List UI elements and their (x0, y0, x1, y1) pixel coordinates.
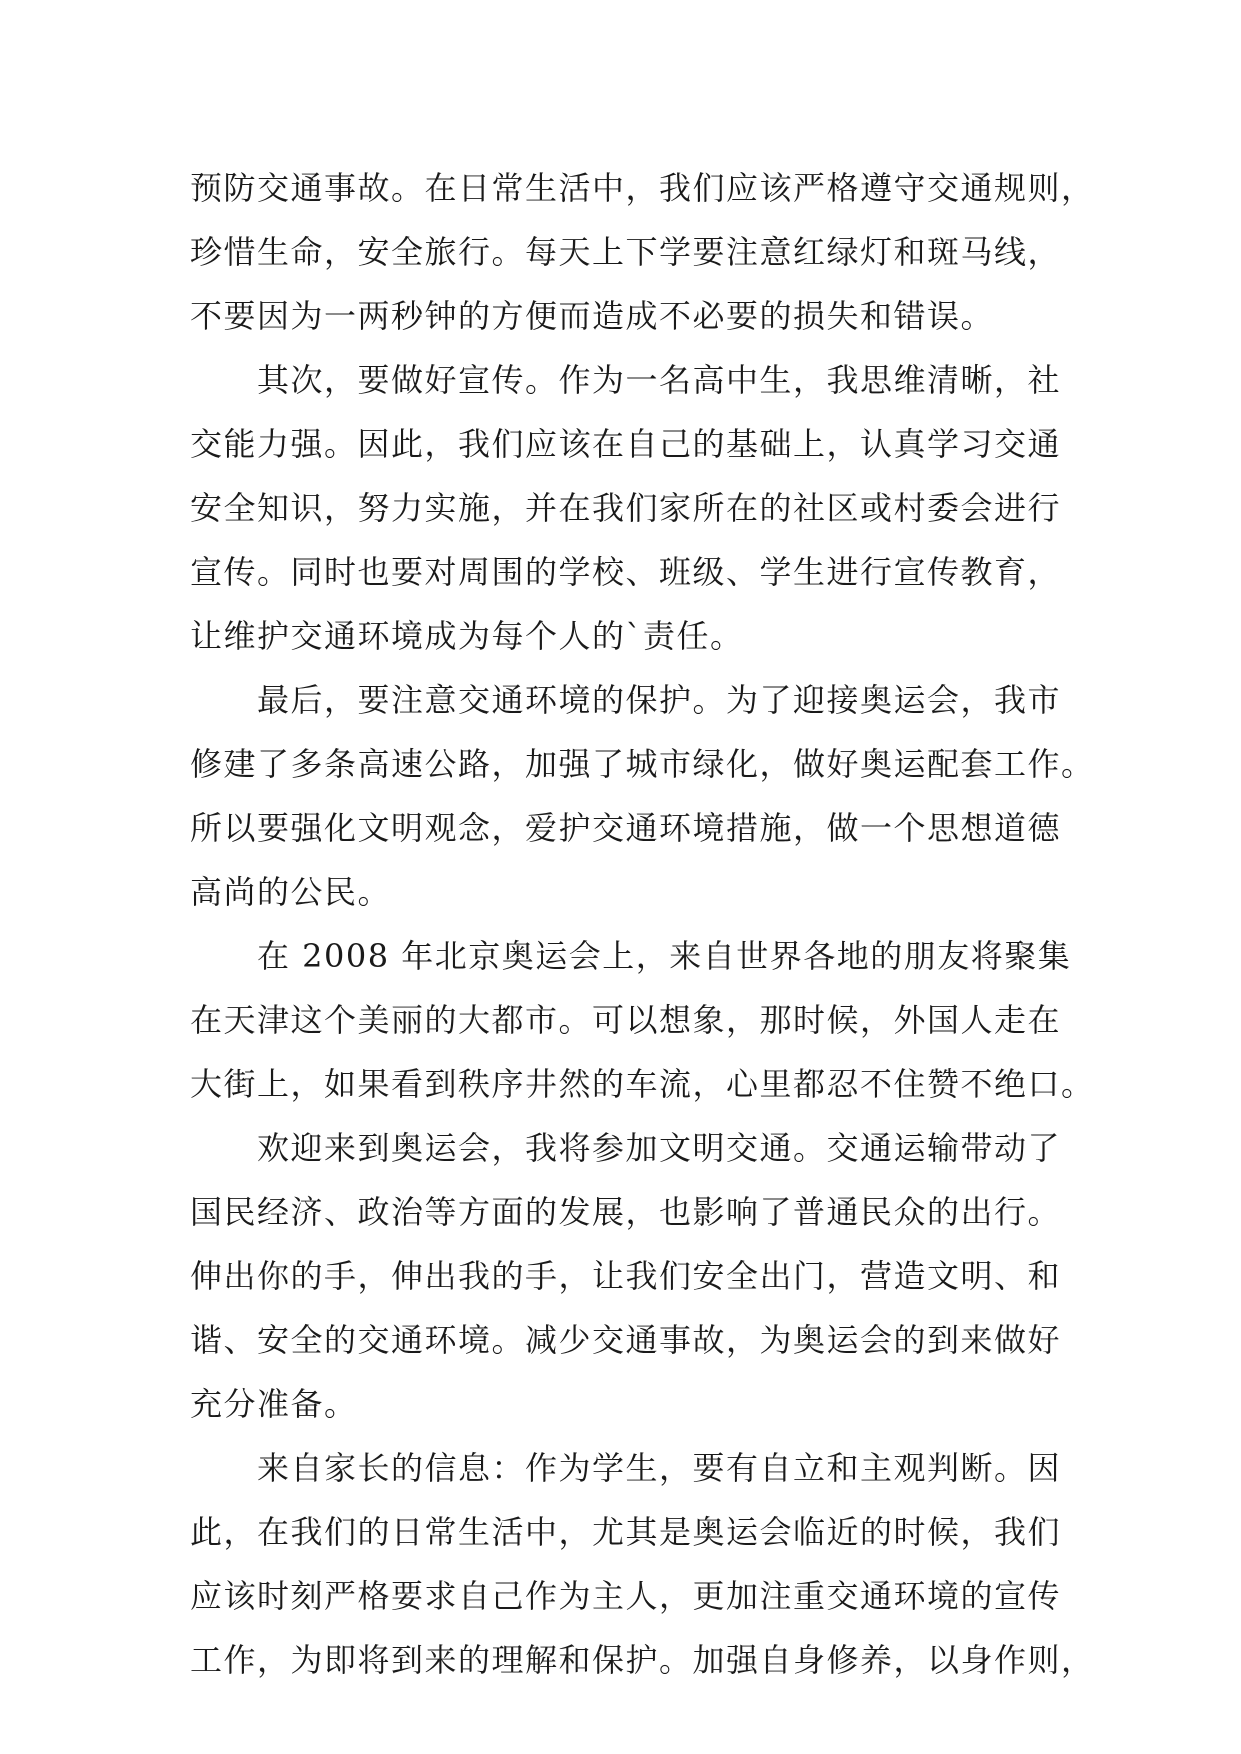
text-line: 最后，要注意交通环境的保护。为了迎接奥运会，我市 (190, 681, 1062, 719)
text-line: 安全知识，努力实施，并在我们家所在的社区或村委会进行 (190, 489, 1062, 527)
text-line: 修建了多条高速公路，加强了城市绿化，做好奥运配套工作。 (190, 745, 1095, 783)
text-line: 其次，要做好宣传。作为一名高中生，我思维清晰，社 (190, 361, 1062, 399)
document-body (190, 164, 1095, 1700)
text-line: 谐、安全的交通环境。减少交通事故，为奥运会的到来做好 (190, 1321, 1062, 1359)
text-line: 此，在我们的日常生活中，尤其是奥运会临近的时候，我们 (190, 1513, 1062, 1551)
text-line: 欢迎来到奥运会，我将参加文明交通。交通运输带动了 (190, 1129, 1062, 1167)
text-line: 珍惜生命，安全旅行。每天上下学要注意红绿灯和斑马线， (190, 233, 1062, 271)
text-line: 国民经济、政治等方面的发展，也影响了普通民众的出行。 (190, 1193, 1062, 1231)
text-line: 伸出你的手，伸出我的手，让我们安全出门，营造文明、和 (190, 1257, 1062, 1295)
text-line: 高尚的公民。 (190, 873, 392, 911)
text-line: 应该时刻严格要求自己作为主人，更加注重交通环境的宣传 (190, 1577, 1062, 1615)
text-line: 在天津这个美丽的大都市。可以想象，那时候，外国人走在 (190, 1001, 1062, 1039)
text-line: 宣传。同时也要对周围的学校、班级、学生进行宣传教育， (190, 553, 1062, 591)
text-line: 在 2008 年北京奥运会上，来自世界各地的朋友将聚集 (190, 937, 1072, 975)
text-line: 来自家长的信息：作为学生，要有自立和主观判断。因 (190, 1449, 1062, 1487)
text-line: 所以要强化文明观念，爱护交通环境措施，做一个思想道德 (190, 809, 1062, 847)
text-line: 不要因为一两秒钟的方便而造成不必要的损失和错误。 (190, 297, 995, 335)
text-line: 大街上，如果看到秩序井然的车流，心里都忍不住赞不绝口。 (190, 1065, 1095, 1103)
text-line: 让维护交通环境成为每个人的`责任。 (190, 617, 744, 655)
text-line: 预防交通事故。在日常生活中，我们应该严格遵守交通规则， (190, 169, 1095, 207)
text-line: 充分准备。 (190, 1385, 358, 1423)
text-line: 工作，为即将到来的理解和保护。加强自身修养，以身作则， (190, 1641, 1095, 1679)
text-line: 交能力强。因此，我们应该在自己的基础上，认真学习交通 (190, 425, 1062, 463)
